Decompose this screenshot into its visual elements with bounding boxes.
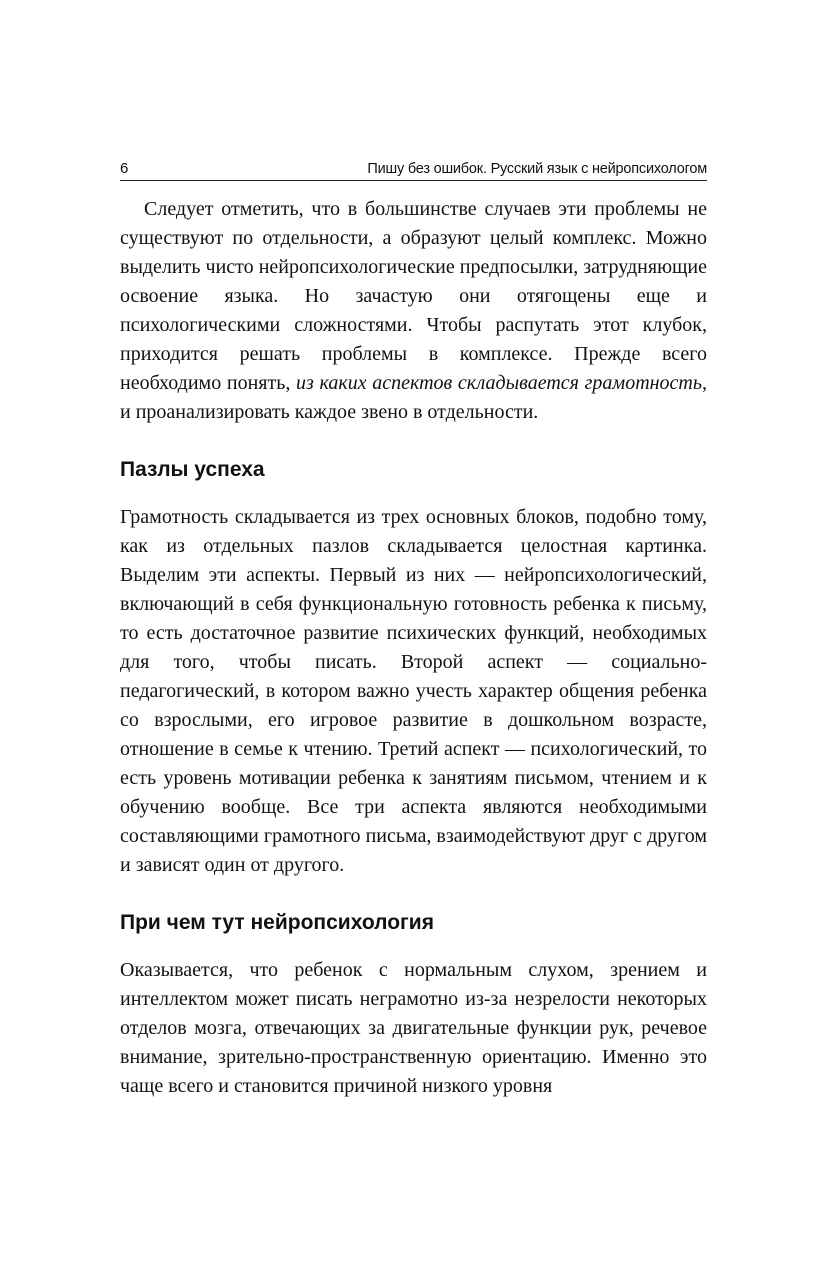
- section-heading-neuropsychology: При чем тут нейропсихология: [120, 911, 434, 934]
- intro-text-start: Следует отметить, что в большинстве случаев эти проблемы не существуют по отдельности, а образуют целый комплекс. Можно выделить чисто нейропсихологические предпосылки, затрудняющие освоение языка. Но зачастую они отягощены еще и психологическими сложностями. Чтобы распутать этот клубок, приходится решать проблемы в комплексе. Прежде всего необходимо понять,: [120, 198, 707, 394]
- intro-emphasis: из каких аспектов складывается грамотность: [296, 372, 702, 394]
- intro-text-end: , и проанализировать каждое звено в отдельности.: [120, 372, 707, 423]
- book-page: [120, 160, 707, 1101]
- running-header: [120, 160, 707, 181]
- puzzles-paragraph: Грамотность складывается из трех основных блоков, подобно тому, как из отдельных пазлов складывается целостная картинка. Выделим эти аспекты. Первый из них — нейропсихологический, включающий в себя функциональную готовность ребенка к письму, то есть достаточное развитие психических функций, необходимых для того, чтобы писать. Второй аспект — социально-педагогический, в котором важно учесть характер общения ребенка со взрослыми, его игровое развитие в дошкольном возрасте, отношение в семье к чтению. Третий аспект — психологический, то есть уровень мотивации ребенка к занятиям письмом, чтением и к обучению вообще. Все три аспекта являются необходимыми составляющими грамотного письма, взаимодействуют друг с другом и зависят один от другого.: [120, 506, 707, 876]
- section-heading-puzzles: Пазлы успеха: [120, 458, 265, 481]
- neuropsychology-paragraph: Оказывается, что ребенок с нормальным слухом, зрением и интеллектом может писать неграмотно из-за незрелости некоторых отделов мозга, отвечающих за двигательные функции рук, речевое внимание, зрительно-пространственную ориентацию. Именно это чаще всего и становится причиной низкого уровня: [120, 959, 707, 1097]
- intro-paragraph: [120, 195, 707, 427]
- running-title: Пишу без ошибок. Русский язык с нейропсихологом: [367, 161, 707, 177]
- page-number: 6: [120, 160, 129, 177]
